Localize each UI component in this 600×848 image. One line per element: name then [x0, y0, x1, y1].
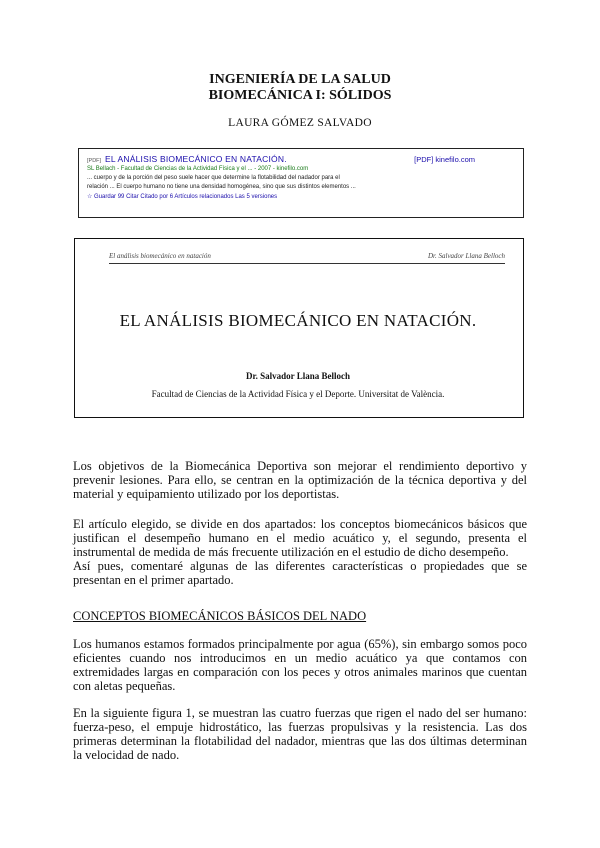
paragraph-article-structure: [73, 517, 527, 587]
paragraph-humans-water: [73, 637, 527, 693]
article-running-head-right: Dr. Salvador Llana Belloch: [428, 252, 505, 260]
snippet-text-line2: relación ... El cuerpo humano no tiene una densidad homogénea, sino que sus distintos elementos ...: [87, 184, 356, 190]
article-cover-image: [74, 238, 524, 418]
snippet-text-line1: ... cuerpo y de la porción del peso suele hacer que determine la flotabilidad del nadador para el: [87, 175, 340, 181]
snippet-meta: SL Bellach - Facultad de Ciencias de la Actividad Física y el ... - 2007 - kinefilo.com: [87, 166, 309, 172]
document-author: LAURA GÓMEZ SALVADO: [228, 117, 372, 129]
snippet-action-links[interactable]: ☆ Guardar 99 Citar Citado por 6 Artículos relacionados Las 5 versiones: [87, 194, 278, 200]
paragraph-text: En la siguiente figura 1, se muestran las cuatro fuerzas que rigen el nado del ser humano: fuerza-peso, el empuje hidrostático, las fuerzas propulsivas y la resistencia. Las dos primeras determinan la flotabilidad del nadador, mientras que las dos últimas determinan la velocidad de nado.: [73, 706, 527, 762]
paragraph-four-forces: [73, 706, 527, 762]
paragraph-text: Así pues, comentaré algunas de las diferentes características o propiedades que se presentan en el primer apartado.: [73, 559, 527, 587]
document-title-line2: BIOMECÁNICA I: SÓLIDOS: [208, 88, 392, 103]
search-result-snippet: [78, 148, 524, 218]
snippet-source-link[interactable]: [PDF] kinefilo.com: [414, 155, 475, 164]
article-affiliation: Facultad de Ciencias de la Actividad Física y el Deporte. Universitat de València.: [151, 389, 445, 399]
paragraph-objectives: [73, 459, 527, 501]
article-running-head-left: El análisis biomecánico en natación: [109, 252, 211, 260]
paragraph-text: Los humanos estamos formados principalmente por agua (65%), sin embargo somos poco eficientes cuando nos introducimos en un medio acuático ya que contamos con extremidades largas en comparación con los peces y otros animales marinos que cuentan con aletas pequeñas.: [73, 637, 527, 693]
paragraph-text: El artículo elegido, se divide en dos apartados: los conceptos biomecánicos básicos que justifican el desempeño humano en el medio acuático y, el segundo, presenta el instrumental de medida de más frecuente utilización en el estudio de dicho desempeño.: [73, 517, 527, 559]
document-title-line1: INGENIERÍA DE LA SALUD: [209, 72, 391, 87]
article-title: EL ANÁLISIS BIOMECÁNICO EN NATACIÓN.: [119, 311, 477, 330]
paragraph-text: Los objetivos de la Biomecánica Deportiva son mejorar el rendimiento deportivo y prevenir lesiones. Para ello, se centran en la optimización de la técnica deportiva y del material y equipamiento utilizado por los deportistas.: [73, 459, 527, 501]
article-author: Dr. Salvador Llana Belloch: [245, 371, 351, 381]
snippet-tag: [PDF]: [87, 158, 102, 164]
snippet-title-link[interactable]: EL ANÁLISIS BIOMECÁNICO EN NATACIÓN.: [104, 154, 287, 164]
snippet-title-row: [87, 155, 515, 165]
article-header-rule: [109, 263, 505, 264]
section-heading: CONCEPTOS BIOMECÁNICOS BÁSICOS DEL NADO: [73, 609, 367, 623]
